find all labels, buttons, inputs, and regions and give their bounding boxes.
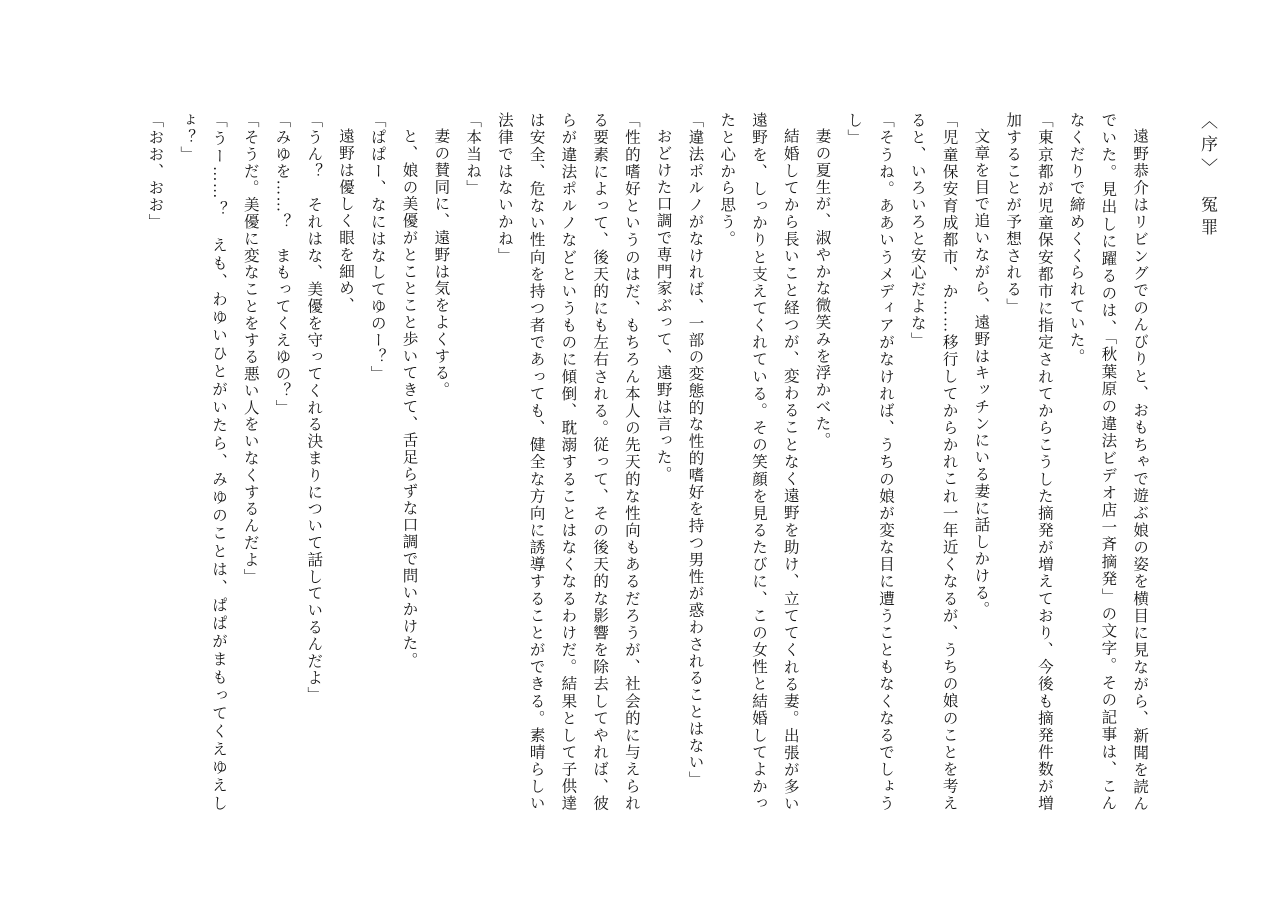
paragraph: 「そうだ。美優に変なことをする悪い人をいなくするんだよ」 [241, 112, 259, 586]
paragraph: おどけた口調で専門家ぶって、遠野は言った。 [654, 127, 672, 483]
paragraph: 結婚してから長いこと経つが、変わることなく遠野を助け、立ててくれる妻。出張が多い遠野を、しっかりと支えてくれている。その笑顔を見るたびに、この女性と結婚してよかったと心から思う。 [718, 112, 799, 812]
paragraph: 妻の夏生が、淑やかな微笑みを浮かべた。 [813, 127, 831, 449]
paragraph: 「違法ポルノがなければ、一部の変態的な性的嗜好を持つ男性が惑わされることはない」 [686, 112, 704, 788]
paragraph: 「うん？ それはな、美優を守ってくれる決まりについて話しているんだよ」 [305, 112, 323, 704]
paragraph: 「そうね。ああいうメディアがなければ、うちの娘が変な目に遭うこともなくなるでしょうし」 [845, 112, 895, 812]
paragraph: と、娘の美優がとことこと歩いてきて、舌足らずな口調で問いかけた。 [400, 127, 418, 669]
paragraph: 「東京都が児童保安都市に指定されてからこうした摘発が増えており、今後も摘発件数が増加することが予想される」 [1004, 112, 1053, 812]
paragraph: 遠野は優しく眼を細め、 [337, 127, 355, 314]
paragraph: 「児童保安育成都市、か……移行してからかれこれ一年近くなるが、うちの娘のことを考えると、いろいろと安心だよな」 [908, 112, 958, 812]
paragraph: 「みゆを……？ まもってくえゆの？」 [273, 112, 291, 417]
paragraph: 「おお、おお」 [146, 112, 164, 231]
paragraph: 「うー……？ えも、わゆいひとがいたら、みゆのことは、ぱぱがまもってくえゆえしょ？」 [178, 112, 227, 812]
paragraph: 「ぱぱー、なにはなしてゆのー？」 [368, 112, 386, 383]
vertical-text-body [114, 112, 1224, 812]
paragraph: 「性的嗜好というのはだ、もちろん本人の先天的な性向もあるだろうが、社会的に与えられる要素によって、後天的にも左右される。従って、その後天的な影響を除去してやれば、彼らが違法ポルノなどというものに傾倒、耽溺することはなくなるわけだ。結果として子供達は安全、危ない性向を持つ者であっても、健全な方向に誘導することができる。素晴らしい法律ではないかね」 [495, 112, 640, 812]
paragraph: 妻の賛同に、遠野は気をよくする。 [432, 127, 450, 398]
paragraph: 「本当ね」 [464, 112, 482, 197]
chapter-heading: 〈序〉 冤罪 [1198, 112, 1217, 242]
paragraph: 遠野恭介はリビングでのんびりと、おもちゃで遊ぶ娘の姿を横目に見ながら、新聞を読んでいた。見出しに躍るのは、「秋葉原の違法ビデオ店一斉摘発」の文字。その記事は、こんなくだりで締めくくられていた。 [1067, 112, 1149, 812]
paragraph: 文章を目で追いながら、遠野はキッチンにいる妻に話しかける。 [972, 127, 990, 618]
